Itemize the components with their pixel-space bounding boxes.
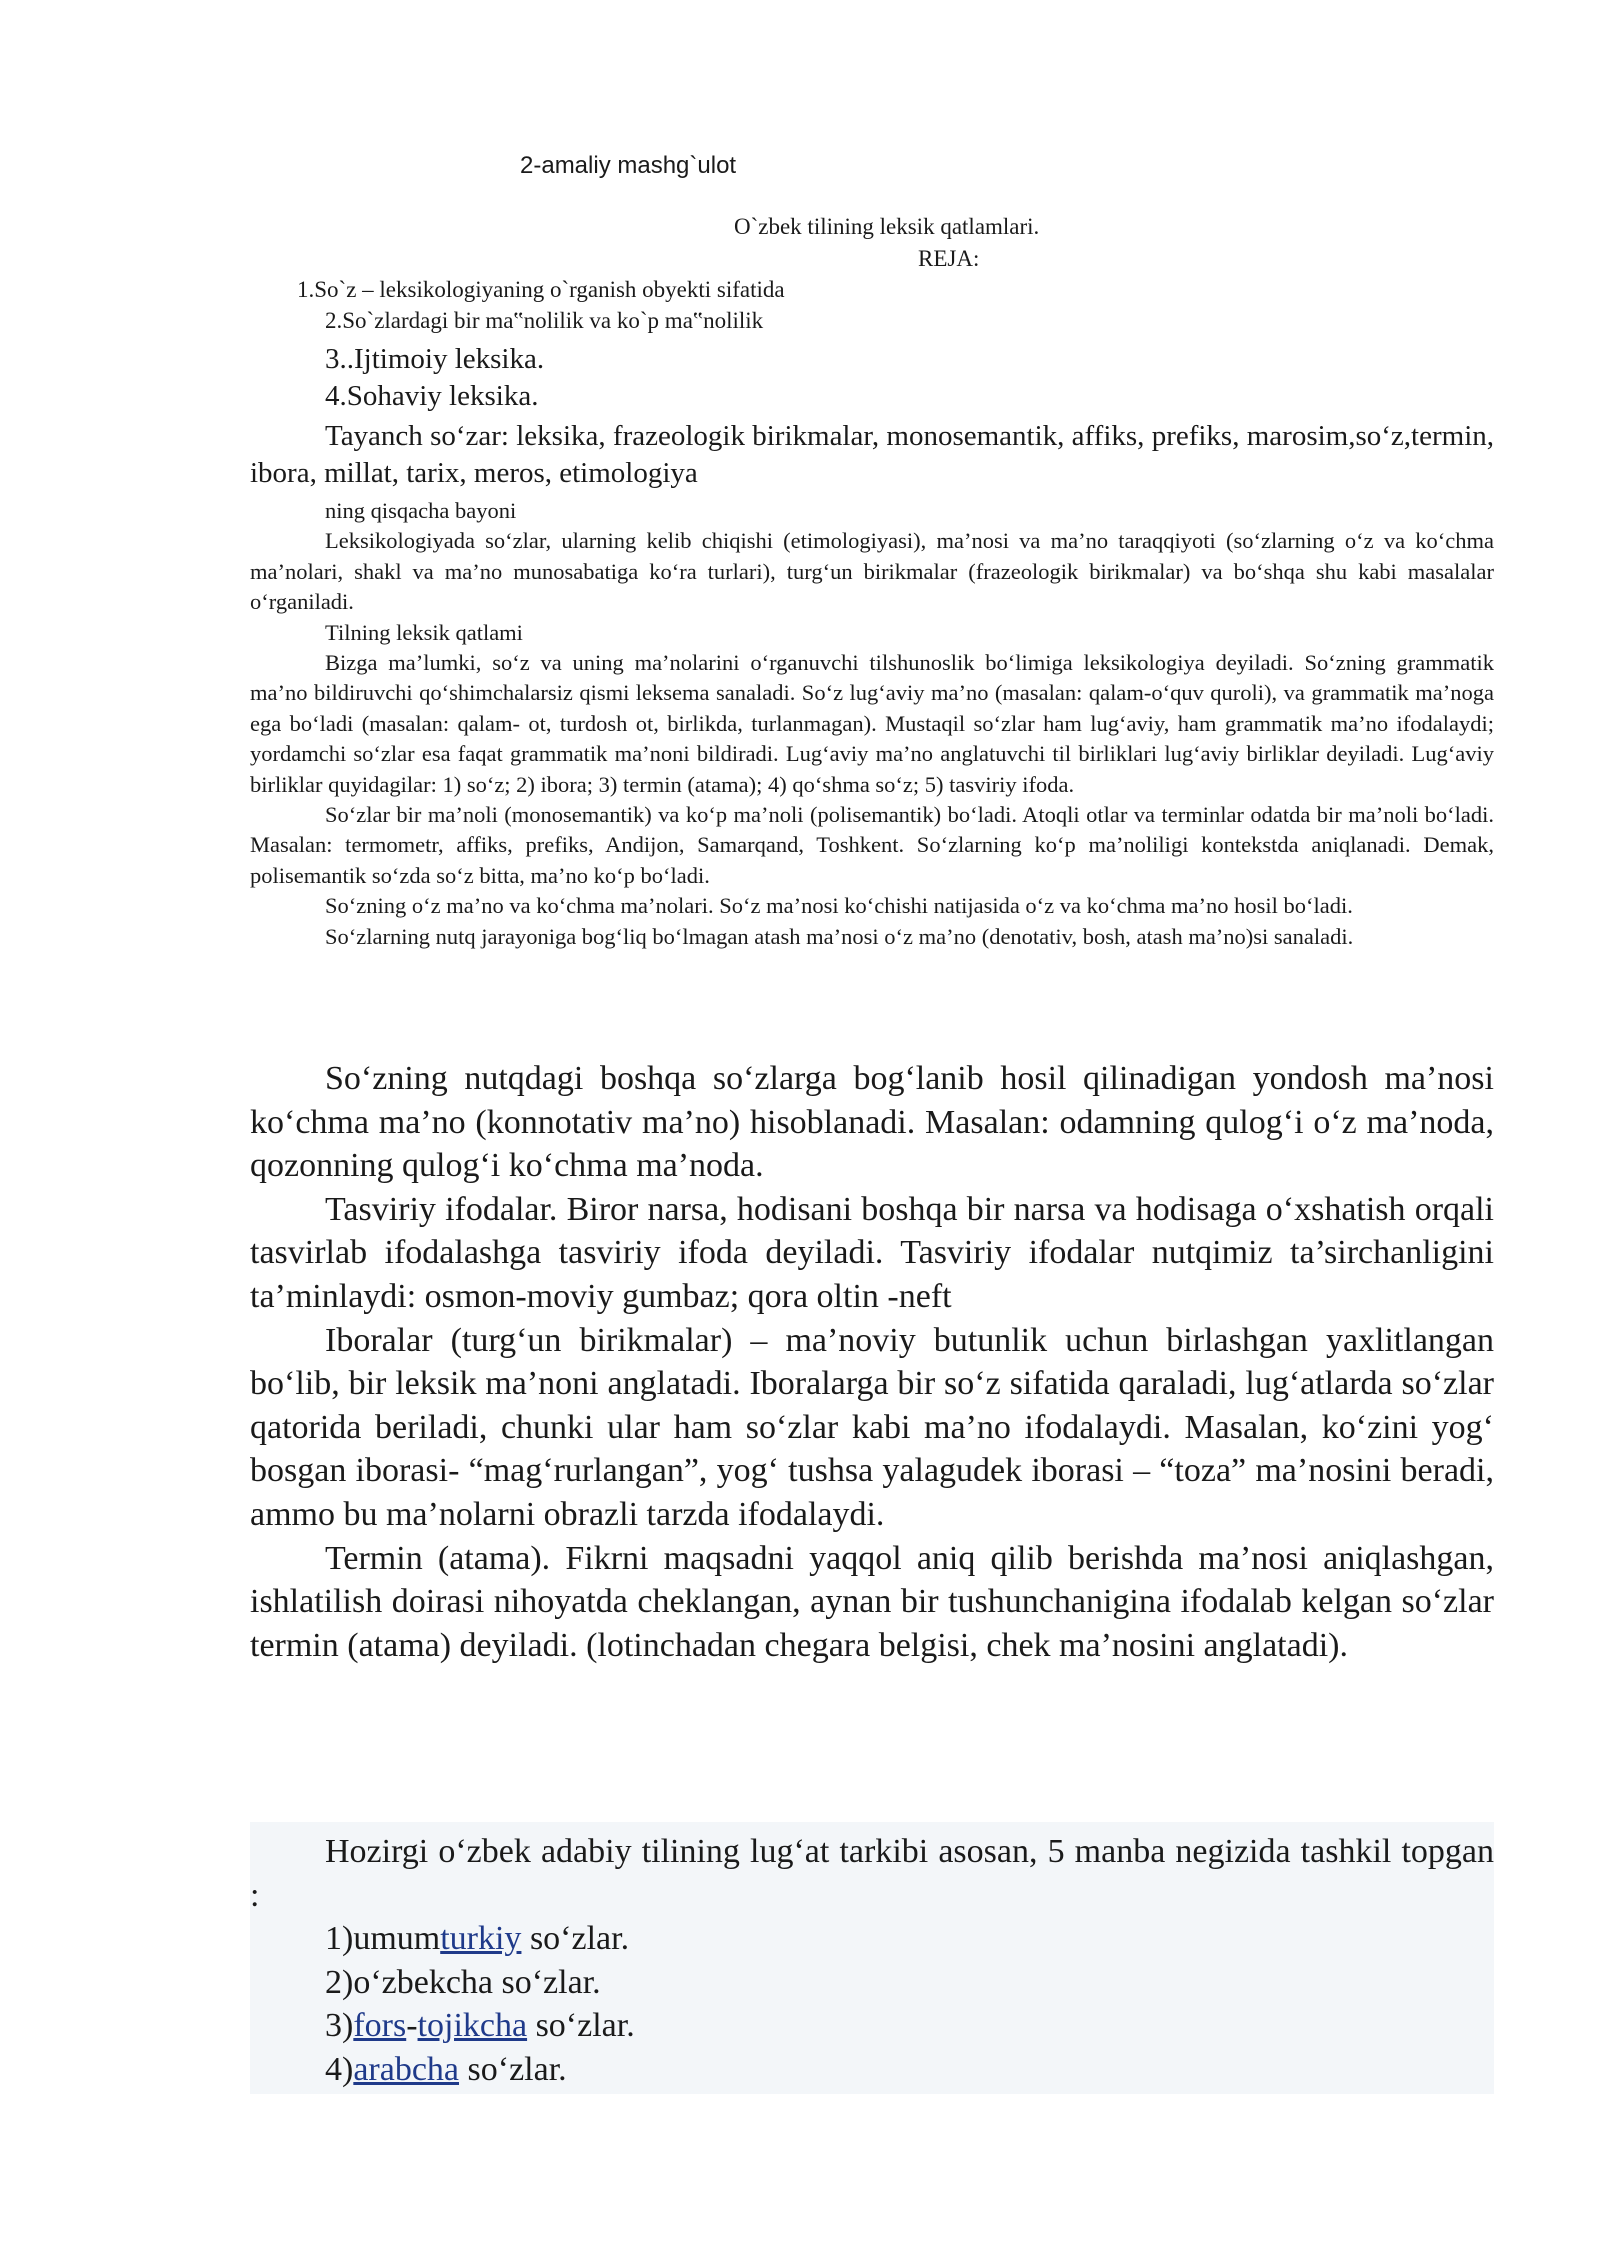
paragraph: Bizga ma’lumki, so‘z va uning ma’nolarini o‘rganuvchi tilshunoslik bo‘limiga leksikologiya deyiladi. So‘zning grammatik ma’no bildiruvchi qo‘shimchalarsiz qismi leksema sanaladi. So‘z lug‘aviy ma’no (masalan: qalam-o‘quv quroli), va grammatik ma’noga ega bo‘ladi (masalan: qalam- ot, turdosh ot, birlikda, turlanmagan). Mustaqil so‘zlar ham lug‘aviy, ham grammatik ma’no ifodalaydi; yordamchi so‘zlar esa faqat grammatik ma’noni bildiradi. Lug‘aviy ma’no anglatuvchi til birliklari lug‘aviy birliklar deyiladi. Lug‘aviy birliklar quyidagilar: 1) so‘z; 2) ibora; 3) termin (atama); 4) qo‘shma so‘z; 5) tasviriy ifoda. — [250, 650, 1494, 797]
source-item — [250, 2004, 1494, 2048]
paragraph: So‘zlarning nutq jarayoniga bog‘liq bo‘lmagan atash ma’nosi o‘z ma’no (denotativ, bosh, atash ma’no)si sanaladi. — [325, 923, 1354, 949]
plan-item: 2.So`zlardagi bir ma‟nolilik va ko`p ma‟nolilik — [325, 308, 764, 333]
plan-item: 1.So`z – leksikologiyaning o`rganish obyekti sifatida — [297, 277, 785, 302]
link-fors[interactable]: fors — [353, 2007, 407, 2045]
source-text: so‘zlar. — [459, 2050, 567, 2088]
source-item — [250, 1917, 1494, 1961]
source-text: 4) — [325, 2050, 354, 2088]
source-text: so‘zlar. — [527, 2007, 635, 2045]
source-item — [250, 1961, 1494, 2005]
sources-block — [250, 1830, 1494, 2092]
paragraph: Leksikologiyada so‘zlar, ularning kelib chiqishi (etimologiyasi), ma’nosi va ma’no taraqqiyoti (so‘zlarning o‘z va ko‘chma ma’nolari, shakl va ma’no munosabatiga ko‘ra turlari), turg‘un birikmalar (frazeologik birikmalar) va bo‘shqa shu kabi masalalar o‘rganiladi. — [250, 528, 1494, 615]
paragraph: So‘zlar bir ma’noli (monosemantik) va ko‘p ma’noli (polisemantik) bo‘ladi. Atoqli otlar va terminlar odatda bir ma’noli bo‘ladi. Masalan: termometr, affiks, prefiks, Andijon, Samarqand, Toshkent. So‘zlarning ko‘p ma’noliligi kontekstda aniqlanadi. Demak, polisemantik so‘zda so‘z bitta, ma’no ko‘p bo‘ladi. — [250, 802, 1494, 888]
document-heading: 2-amaliy mashg`ulot — [520, 152, 737, 179]
link-tojikcha[interactable]: tojikcha — [417, 2007, 528, 2045]
document-title: O`zbek tilining leksik qatlamlari. — [734, 214, 1040, 239]
source-text: 3) — [325, 2007, 354, 2045]
paragraph: Tilning leksik qatlami — [325, 619, 523, 645]
link-arabcha[interactable]: arabcha — [353, 2050, 460, 2088]
paragraph: Iboralar (turg‘un birikmalar) – ma’noviy butunlik uchun birlashgan yaxlitlangan bo‘lib, bir leksik ma’noni anglatadi. Iboralarga bir so‘z sifatida qaraladi, lug‘atlarda so‘zlar qatorida beriladi, chunki ular ham so‘zlar kabi ma’no ifodalaydi. Masalan, ko‘zini yog‘ bosgan iborasi- “mag‘rurlangan”, yog‘ tushsa yalagudek iborasi – “toza” ma’nosini beradi, ammo bu ma’nolarni obrazli tarzda ifodalaydi. — [250, 1321, 1494, 1533]
plan-item: 3..Ijtimoiy leksika. — [325, 343, 545, 375]
source-text: 1)umum — [325, 1920, 441, 1958]
source-text: so‘zlar. — [521, 1920, 630, 1958]
large-text-block — [250, 1057, 1494, 1667]
paragraph: Tasviriy ifodalar. Biror narsa, hodisani boshqa bir narsa va hodisaga o‘xshatish orqali tasvirlab ifodalashga tasviriy ifoda deyiladi. Tasviriy ifodalar nutqimiz ta’sirchanligini ta’minlaydi: osmon-moviy gumbaz; qora oltin -neft — [250, 1190, 1494, 1315]
plan-label: REJA: — [918, 246, 980, 271]
link-turkiy[interactable]: turkiy — [440, 1920, 522, 1958]
plan-item: 4.Sohaviy leksika. — [325, 380, 539, 412]
keywords-paragraph: Tayanch so‘zar: leksika, frazeologik birikmalar, monosemantik, affiks, prefiks, marosim,so‘z,termin, ibora, millat, tarix, meros, etimologiya — [250, 420, 1494, 489]
keywords-block — [250, 418, 1494, 492]
sources-intro: Hozirgi o‘zbek adabiy tilining lug‘at tarkibi asosan, 5 manba negizida tashkil topgan : — [250, 1833, 1494, 1914]
paragraph: So‘zning nutqdagi boshqa so‘zlarga bog‘lanib hosil qilinadigan yondosh ma’nosi ko‘chma ma’no (konnotativ ma’no) hisoblanadi. Masalan: odamning qulog‘i o‘z ma’noda, qozonning qulog‘i ko‘chma ma’noda. — [250, 1060, 1494, 1185]
small-text-block — [250, 496, 1494, 952]
paragraph: ning qisqacha bayoni — [325, 498, 517, 523]
source-item — [250, 2048, 1494, 2092]
source-text: - — [406, 2007, 418, 2045]
paragraph: Termin (atama). Fikrni maqsadni yaqqol aniq qilib berishda ma’nosi aniqlashgan, ishlatilish doirasi nihoyatda cheklangan, aynan bir tushunchanigina ifodalab kelgan so‘zlar termin (atama) deyiladi. (lotinchadan chegara belgisi, chek ma’nosini anglatadi). — [250, 1539, 1494, 1664]
paragraph: So‘zning o‘z ma’no va ko‘chma ma’nolari. So‘z ma’nosi ko‘chishi natijasida o‘z va ko‘chma ma’no hosil bo‘ladi. — [325, 893, 1353, 919]
source-text: 2)o‘zbekcha so‘zlar. — [325, 1963, 601, 2001]
